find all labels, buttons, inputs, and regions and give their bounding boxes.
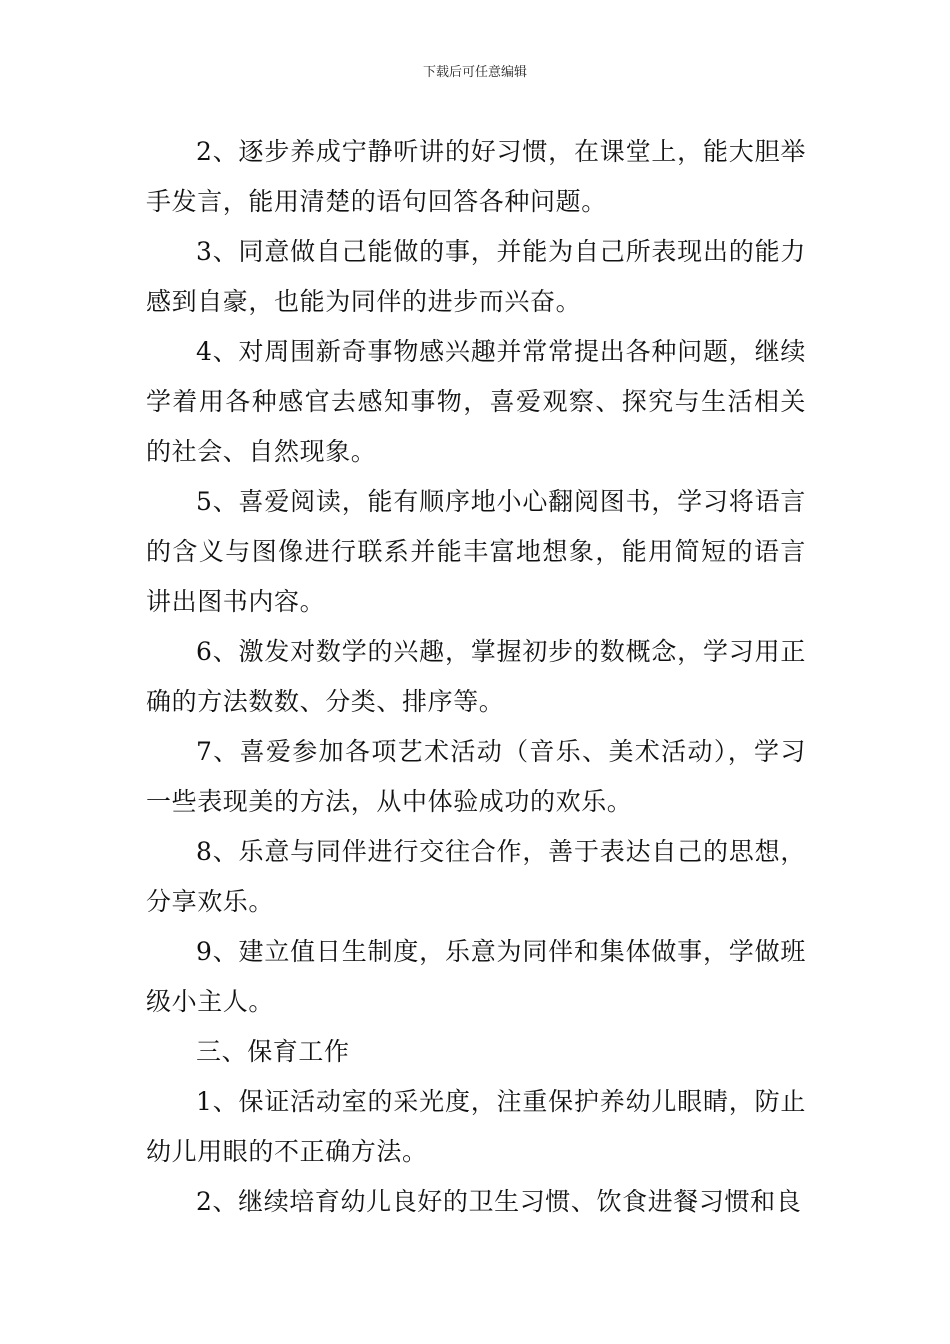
paragraph-goal-4: 4、对周围新奇事物感兴趣并常常提出各种问题，继续学着用各种感官去感知事物，喜爱观察、探究与生活相关的社会、自然现象。: [146, 337, 806, 466]
paragraph-care-1: 1、保证活动室的采光度，注重保护养幼儿眼睛，防止幼儿用眼的不正确方法。: [146, 1087, 806, 1166]
paragraph-goal-3: 3、同意做自己能做的事，并能为自己所表现出的能力感到自豪，也能为同伴的进步而兴奋。: [146, 237, 806, 316]
paragraph-goal-2: 2、逐步养成宁静听讲的好习惯，在课堂上，能大胆举手发言，能用清楚的语句回答各种问题。: [146, 137, 806, 216]
paragraph-care-2: 2、继续培育幼儿良好的卫生习惯、饮食进餐习惯和良: [196, 1187, 802, 1216]
page-header-note: 下载后可任意编辑: [422, 65, 527, 80]
paragraph-goal-6: 6、激发对数学的兴趣，掌握初步的数概念，学习用正确的方法数数、分类、排序等。: [146, 637, 806, 716]
paragraph-goal-7: 7、喜爱参加各项艺术活动（音乐、美术活动），学习一些表现美的方法，从中体验成功的欢乐。: [146, 737, 806, 816]
paragraph-goal-8: 8、乐意与同伴进行交往合作，善于表达自己的思想，分享欢乐。: [146, 837, 806, 916]
section-heading-care-work: 三、保育工作: [196, 1037, 350, 1066]
paragraph-goal-9: 9、建立值日生制度，乐意为同伴和集体做事，学做班级小主人。: [146, 937, 806, 1016]
paragraph-goal-5: 5、喜爱阅读，能有顺序地小心翻阅图书，学习将语言的含义与图像进行联系并能丰富地想象，能用简短的语言讲出图书内容。: [146, 487, 806, 616]
document-body: [146, 127, 806, 1227]
